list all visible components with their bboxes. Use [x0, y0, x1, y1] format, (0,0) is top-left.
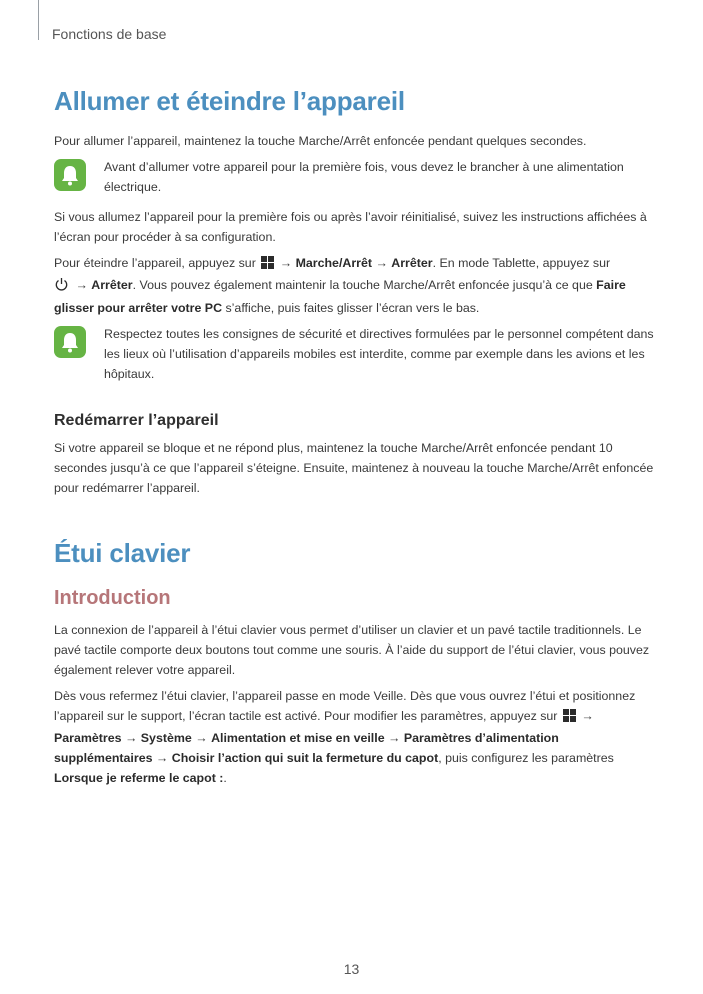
- subtitle-introduction: Introduction: [54, 587, 171, 609]
- page-content: [54, 80, 654, 794]
- windows-icon: [261, 255, 274, 275]
- bell-icon: [54, 159, 86, 191]
- paragraph-power-on: Pour allumer l’appareil, maintenez la touche Marche/Arrêt enfoncée pendant quelques secondes.: [54, 134, 587, 148]
- section-title-power: Allumer et éteindre l’appareil: [54, 86, 405, 116]
- note-callout: [54, 324, 654, 384]
- header-rule: [38, 0, 39, 40]
- bell-icon: [54, 326, 86, 358]
- paragraph-keyboard-intro: La connexion de l’appareil à l’étui clavier vous permet d’utiliser un clavier et un pavé tactile traditionnels. Le pavé tactile comporte deux boutons tout comme une souris. À l’aide du support de l’étui clavier, vous pouvez également relever votre appareil.: [54, 623, 650, 677]
- power-icon: [54, 277, 69, 298]
- subtitle-restart: Redémarrer l’appareil: [54, 412, 219, 429]
- note-text: Avant d’allumer votre appareil pour la première fois, vous devez le brancher à une alimentation électrique.: [104, 160, 624, 194]
- paragraph-keyboard-settings: Dès vous refermez l’étui clavier, l’appareil passe en mode Veille. Dès que vous ouvrez l’étui et positionnez l’appareil sur le support, l’écran tactile est activé. Pour modifier les paramètres, appuyez sur → Paramètres → Système → Alimentation et mise en veille → Paramètres d’alimentation supplémentaires → Choisir l’action qui suit la fermeture du capot, puis configurez les paramètres Lorsque je referme le capot :.: [54, 689, 636, 785]
- paragraph-first-setup: Si vous allumez l’appareil pour la première fois ou après l’avoir réinitialisé, suivez les instructions affichées à l’écran pour procéder à sa configuration.: [54, 210, 647, 244]
- windows-icon: [563, 708, 576, 728]
- note-text: Respectez toutes les consignes de sécurité et directives formulées par le personnel compétent dans les lieux où l’utilisation d’appareils mobiles est interdite, comme par exemple dans les avions et les hôpitaux.: [104, 327, 654, 381]
- page-number: 13: [343, 961, 360, 977]
- paragraph-power-off: Pour éteindre l’appareil, appuyez sur → Marche/Arrêt → Arrêter. En mode Tablette, appuyez sur → Arrêter. Vous pouvez également maintenir la touche Marche/Arrêt enfoncée jusqu’à ce que Faire glisser pour arrêter votre PC s’affiche, puis faites glisser l’écran vers le bas.: [54, 256, 626, 315]
- header-section-name: Fonctions de base: [52, 26, 167, 42]
- paragraph-restart: Si votre appareil se bloque et ne répond plus, maintenez la touche Marche/Arrêt enfoncée pendant 10 secondes jusqu’à ce que l’appareil s’éteigne. Ensuite, maintenez à nouveau la touche Marche/Arrêt enfoncée pour redémarrer l’appareil.: [54, 441, 654, 495]
- section-title-keyboard-cover: Étui clavier: [54, 538, 191, 568]
- note-callout: [54, 157, 654, 197]
